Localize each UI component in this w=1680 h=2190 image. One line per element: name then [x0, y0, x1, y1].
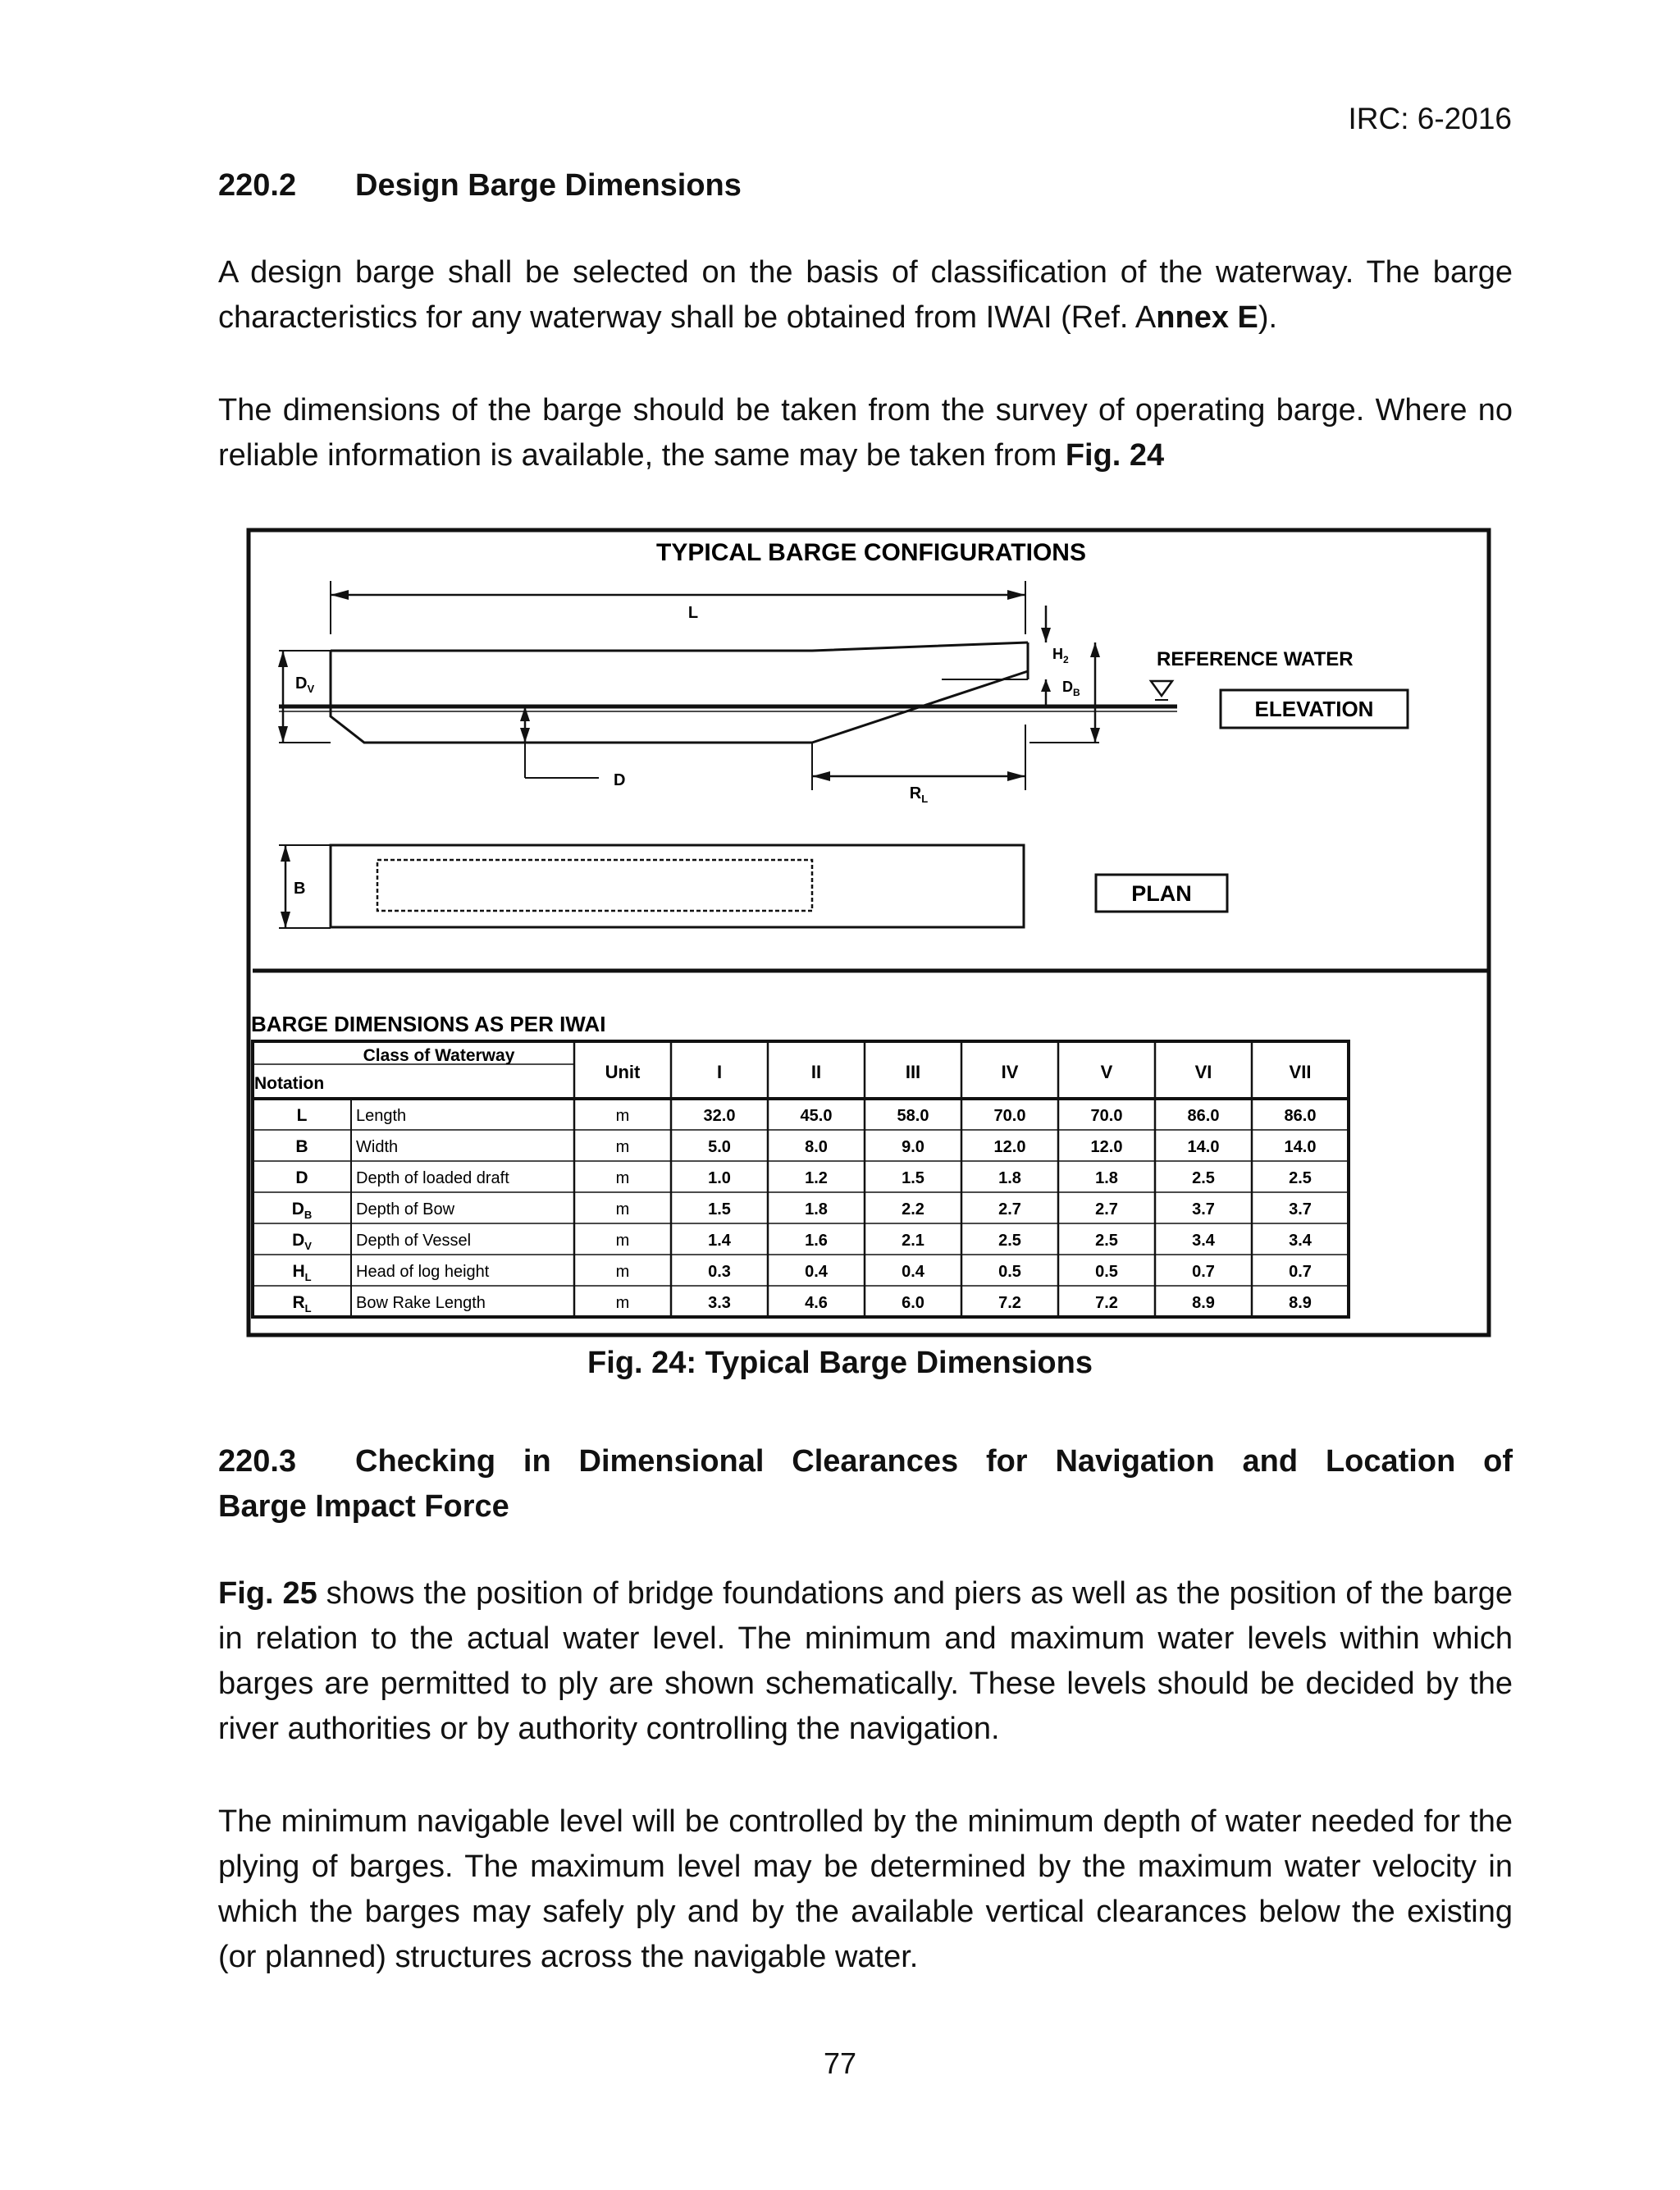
cell-value: 2.5: [998, 1232, 1021, 1250]
figure-caption: Fig. 24: Typical Barge Dimensions: [587, 1346, 1093, 1380]
cell-notation: $D_B$: [291, 1200, 313, 1221]
header-class-of-waterway: Class of Waterway: [363, 1046, 515, 1065]
cell-value: 3.7: [1289, 1200, 1312, 1218]
label-plan: PLAN: [1131, 881, 1192, 906]
cell-value: 1.8: [805, 1200, 828, 1218]
cell-description: Width: [356, 1138, 399, 1156]
cell-value: 1.8: [998, 1169, 1021, 1187]
figure-svg: [246, 528, 1491, 1337]
label-D: D: [614, 771, 626, 789]
cell-value: 8.9: [1192, 1294, 1215, 1312]
cell-value: 14.0: [1187, 1138, 1220, 1156]
cell-description: Depth of Bow: [356, 1200, 455, 1218]
cell-notation: $R_L$: [292, 1293, 312, 1314]
cell-value: 4.6: [805, 1294, 828, 1312]
header-class-VI: VI: [1194, 1062, 1212, 1082]
document-code: IRC: 6-2016: [1348, 102, 1512, 135]
cell-notation: L: [296, 1106, 308, 1125]
label-Dv: $D_V$: [295, 674, 315, 695]
cell-description: Length: [356, 1107, 407, 1125]
header-class-III: III: [905, 1062, 921, 1082]
cell-value: 3.4: [1289, 1232, 1312, 1250]
table-title: BARGE DIMENSIONS AS PER IWAI: [251, 1012, 606, 1036]
cell-value: 0.7: [1289, 1263, 1312, 1281]
label-L: L: [687, 604, 699, 622]
para-text: ).: [1258, 300, 1278, 335]
section-title-220-2: Design Barge Dimensions: [355, 168, 742, 203]
cell-unit: m: [615, 1294, 630, 1312]
cell-value: 2.2: [902, 1200, 924, 1218]
header-class-IV: IV: [1001, 1062, 1019, 1082]
cell-value: 2.1: [902, 1232, 924, 1250]
header-notation: Notation: [254, 1074, 325, 1093]
cell-value: 14.0: [1284, 1138, 1317, 1156]
cell-value: 2.7: [998, 1200, 1021, 1218]
cell-value: 0.5: [1095, 1263, 1118, 1281]
para-text: shows the position of bridge foundations and piers as well as the position of the barge in relation to the actual water level. The minimum and maximum water levels within which barges are permitted to ply are shown schematically. These levels should be decided by the river authorities or by authority controlling the navigation.: [218, 1576, 1513, 1746]
header-class-V: V: [1100, 1062, 1113, 1082]
cell-value: 32.0: [703, 1107, 736, 1125]
cell-description: Head of log height: [356, 1263, 490, 1281]
cell-value: 1.2: [805, 1169, 828, 1187]
paragraph-fig25: [218, 1571, 1513, 1752]
cell-value: 0.3: [708, 1263, 731, 1281]
cell-unit: m: [615, 1138, 630, 1156]
label-B: B: [294, 880, 306, 898]
label-reference-water: REFERENCE WATER: [1157, 648, 1354, 670]
header-class-I: I: [716, 1062, 723, 1082]
figure-ref: Fig. 24: [1065, 438, 1165, 473]
cell-value: 0.4: [805, 1263, 828, 1281]
cell-value: 9.0: [902, 1138, 924, 1156]
cell-value: 6.0: [902, 1294, 924, 1312]
figure-title: TYPICAL BARGE CONFIGURATIONS: [656, 539, 1086, 566]
db-dimension: [1029, 679, 1100, 743]
label-RL: $R_L$: [909, 784, 929, 805]
cell-notation: $H_L$: [292, 1262, 312, 1283]
paragraph-barge-dimensions: [218, 388, 1513, 478]
header-unit: Unit: [605, 1062, 641, 1082]
cell-value: 7.2: [998, 1294, 1021, 1312]
cell-value: 5.0: [708, 1138, 731, 1156]
cell-value: 12.0: [993, 1138, 1026, 1156]
cell-unit: m: [615, 1232, 630, 1250]
cell-value: 3.3: [708, 1294, 731, 1312]
para-text: A design barge shall be selected on the basis of classification of the waterway. The barge characteristics for any waterway shall be obtained from IWAI (Ref. A: [218, 255, 1513, 335]
header-class-VII: VII: [1289, 1062, 1312, 1082]
cell-value: 1.6: [805, 1232, 828, 1250]
cell-value: 3.7: [1192, 1200, 1215, 1218]
cell-value: 58.0: [897, 1107, 929, 1125]
cell-value: 2.5: [1192, 1169, 1215, 1187]
cell-value: 70.0: [1090, 1107, 1123, 1125]
paragraph-navigable-level: [218, 1799, 1513, 1980]
label-elevation: ELEVATION: [1254, 697, 1374, 721]
cell-value: 70.0: [993, 1107, 1026, 1125]
cell-unit: m: [615, 1169, 630, 1187]
para-text: The dimensions of the barge should be taken from the survey of operating barge. Where no reliable information is available, the same may be taken from: [218, 393, 1513, 473]
cell-value: 0.7: [1192, 1263, 1215, 1281]
header-class-II: II: [810, 1062, 822, 1082]
cell-value: 2.7: [1095, 1200, 1118, 1218]
cell-value: 45.0: [800, 1107, 833, 1125]
figure-barge-configurations: [246, 528, 1491, 1337]
cell-value: 2.5: [1289, 1169, 1312, 1187]
cell-value: 3.4: [1192, 1232, 1215, 1250]
cell-value: 12.0: [1090, 1138, 1123, 1156]
section-number-220-3: 220.3: [218, 1444, 297, 1479]
page-number: 77: [823, 2046, 857, 2080]
cell-notation: B: [295, 1137, 308, 1156]
cell-value: 1.0: [708, 1169, 731, 1187]
section-title-220-3-line1: Checking in Dimensional Clearances for Navigation and Location of: [355, 1444, 1513, 1479]
cell-unit: m: [615, 1263, 630, 1281]
cell-value: 8.9: [1289, 1294, 1312, 1312]
cell-description: Depth of Vessel: [356, 1232, 472, 1250]
label-H2: $H_2$: [1052, 646, 1069, 665]
label-DB: $D_B$: [1062, 679, 1080, 698]
barge-elevation: [331, 642, 1028, 743]
length-dimension: [331, 581, 1025, 634]
section-number-220-2: 220.2: [218, 168, 297, 203]
cell-value: 2.5: [1095, 1232, 1118, 1250]
rl-dimension: [812, 725, 1025, 805]
cell-description: Depth of loaded draft: [356, 1169, 509, 1187]
paragraph-design-barge: [218, 250, 1513, 341]
annex-ref: nnex E: [1156, 300, 1258, 335]
cell-value: 1.5: [708, 1200, 731, 1218]
cell-value: 7.2: [1095, 1294, 1118, 1312]
cell-value: 86.0: [1187, 1107, 1220, 1125]
cell-description: Bow Rake Length: [356, 1294, 486, 1312]
cell-value: 86.0: [1284, 1107, 1317, 1125]
figure-ref: Fig. 25: [218, 1576, 317, 1611]
cell-value: 0.4: [902, 1263, 924, 1281]
cell-value: 8.0: [805, 1138, 828, 1156]
cell-unit: m: [615, 1200, 630, 1218]
cell-notation: D: [295, 1168, 308, 1187]
section-title-220-3-line2: Barge Impact Force: [218, 1489, 509, 1524]
para-text: The minimum navigable level will be controlled by the minimum depth of water needed for the plying of barges. The maximum level may be determined by the maximum water velocity in which the barges may safely ply and by the available vertical clearances below the existing (or planned) structures across the navigable water.: [218, 1804, 1513, 1974]
cell-value: 1.5: [902, 1169, 924, 1187]
cell-value: 0.5: [998, 1263, 1021, 1281]
cell-value: 1.4: [708, 1232, 731, 1250]
cell-notation: $D_V$: [292, 1231, 312, 1252]
cell-unit: m: [615, 1107, 630, 1125]
dv-dimension: [278, 651, 331, 743]
iwai-dimensions-table: [253, 1041, 1349, 1317]
plan-outline: [331, 845, 1024, 927]
barge-plan: [279, 845, 1024, 928]
cell-value: 1.8: [1095, 1169, 1118, 1187]
water-level-icon: [1151, 681, 1172, 696]
